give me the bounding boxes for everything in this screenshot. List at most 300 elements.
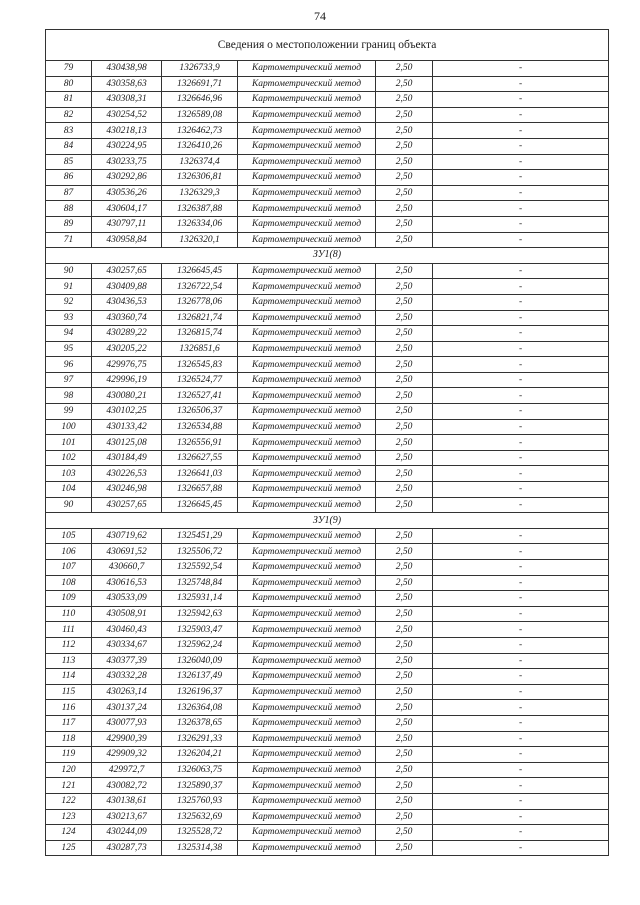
table-row	[46, 216, 609, 232]
x-coordinate: 430102,25	[92, 404, 162, 420]
point-number: 113	[46, 653, 92, 669]
table-row	[46, 201, 609, 217]
table-row	[46, 170, 609, 186]
accuracy: 2,50	[376, 778, 433, 794]
table-row	[46, 528, 609, 544]
description: -	[433, 669, 609, 685]
description: -	[433, 357, 609, 373]
table-row	[46, 263, 609, 279]
point-number: 105	[46, 528, 92, 544]
description: -	[433, 310, 609, 326]
y-coordinate: 1325528,72	[162, 825, 238, 841]
point-number: 79	[46, 61, 92, 77]
description: -	[433, 544, 609, 560]
y-coordinate: 1325942,63	[162, 606, 238, 622]
y-coordinate: 1326646,96	[162, 92, 238, 108]
accuracy: 2,50	[376, 497, 433, 513]
accuracy: 2,50	[376, 715, 433, 731]
point-number: 90	[46, 497, 92, 513]
y-coordinate: 1326204,21	[162, 747, 238, 763]
description: -	[433, 840, 609, 856]
method: Картометрический метод	[238, 622, 376, 638]
method: Картометрический метод	[238, 357, 376, 373]
point-number: 87	[46, 185, 92, 201]
accuracy: 2,50	[376, 92, 433, 108]
y-coordinate: 1326137,49	[162, 669, 238, 685]
table-row	[46, 310, 609, 326]
method: Картометрический метод	[238, 92, 376, 108]
y-coordinate: 1326334,06	[162, 216, 238, 232]
table-row	[46, 232, 609, 248]
table-row	[46, 715, 609, 731]
description: -	[433, 450, 609, 466]
y-coordinate: 1326556,91	[162, 435, 238, 451]
x-coordinate: 430409,88	[92, 279, 162, 295]
description: -	[433, 715, 609, 731]
method: Картометрический метод	[238, 482, 376, 498]
accuracy: 2,50	[376, 310, 433, 326]
point-number: 98	[46, 388, 92, 404]
x-coordinate: 430660,7	[92, 560, 162, 576]
y-coordinate: 1326589,08	[162, 107, 238, 123]
accuracy: 2,50	[376, 232, 433, 248]
description: -	[433, 575, 609, 591]
method: Картометрический метод	[238, 793, 376, 809]
description: -	[433, 762, 609, 778]
section-row	[46, 513, 609, 529]
description: -	[433, 747, 609, 763]
x-coordinate: 430691,52	[92, 544, 162, 560]
y-coordinate: 1325632,69	[162, 809, 238, 825]
description: -	[433, 294, 609, 310]
table-row	[46, 840, 609, 856]
description: -	[433, 435, 609, 451]
point-number: 111	[46, 622, 92, 638]
x-coordinate: 430218,13	[92, 123, 162, 139]
table-row	[46, 154, 609, 170]
y-coordinate: 1325760,93	[162, 793, 238, 809]
method: Картометрический метод	[238, 123, 376, 139]
page-number: 74	[314, 9, 326, 23]
accuracy: 2,50	[376, 294, 433, 310]
accuracy: 2,50	[376, 170, 433, 186]
y-coordinate: 1326524,77	[162, 372, 238, 388]
accuracy: 2,50	[376, 669, 433, 685]
x-coordinate: 430257,65	[92, 497, 162, 513]
point-number: 100	[46, 419, 92, 435]
accuracy: 2,50	[376, 61, 433, 77]
method: Картометрический метод	[238, 528, 376, 544]
x-coordinate: 430958,84	[92, 232, 162, 248]
table-row	[46, 622, 609, 638]
x-coordinate: 430533,09	[92, 591, 162, 607]
accuracy: 2,50	[376, 700, 433, 716]
description: -	[433, 61, 609, 77]
x-coordinate: 429996,19	[92, 372, 162, 388]
accuracy: 2,50	[376, 466, 433, 482]
x-coordinate: 430244,09	[92, 825, 162, 841]
table-row	[46, 700, 609, 716]
method: Картометрический метод	[238, 825, 376, 841]
x-coordinate: 429900,39	[92, 731, 162, 747]
table-row	[46, 123, 609, 139]
accuracy: 2,50	[376, 123, 433, 139]
description: -	[433, 92, 609, 108]
point-number: 110	[46, 606, 92, 622]
x-coordinate: 430308,31	[92, 92, 162, 108]
accuracy: 2,50	[376, 279, 433, 295]
y-coordinate: 1325314,38	[162, 840, 238, 856]
accuracy: 2,50	[376, 622, 433, 638]
accuracy: 2,50	[376, 216, 433, 232]
y-coordinate: 1326733,9	[162, 61, 238, 77]
method: Картометрический метод	[238, 201, 376, 217]
point-number: 115	[46, 684, 92, 700]
point-number: 92	[46, 294, 92, 310]
point-number: 86	[46, 170, 92, 186]
y-coordinate: 1325903,47	[162, 622, 238, 638]
x-coordinate: 430604,17	[92, 201, 162, 217]
method: Картометрический метод	[238, 653, 376, 669]
point-number: 106	[46, 544, 92, 560]
table-row	[46, 482, 609, 498]
section-label: ЗУ1(8)	[46, 248, 609, 264]
accuracy: 2,50	[376, 747, 433, 763]
point-number: 103	[46, 466, 92, 482]
description: -	[433, 138, 609, 154]
point-number: 82	[46, 107, 92, 123]
description: -	[433, 637, 609, 653]
point-number: 71	[46, 232, 92, 248]
y-coordinate: 1326722,54	[162, 279, 238, 295]
method: Картометрический метод	[238, 435, 376, 451]
method: Картометрический метод	[238, 762, 376, 778]
accuracy: 2,50	[376, 591, 433, 607]
x-coordinate: 430334,67	[92, 637, 162, 653]
y-coordinate: 1326645,45	[162, 497, 238, 513]
y-coordinate: 1326306,81	[162, 170, 238, 186]
method: Картометрический метод	[238, 107, 376, 123]
method: Картометрический метод	[238, 138, 376, 154]
method: Картометрический метод	[238, 310, 376, 326]
method: Картометрический метод	[238, 419, 376, 435]
y-coordinate: 1326462,73	[162, 123, 238, 139]
x-coordinate: 430289,22	[92, 326, 162, 342]
boundary-coordinates-table	[45, 29, 609, 856]
y-coordinate: 1326378,65	[162, 715, 238, 731]
method: Картометрический метод	[238, 232, 376, 248]
accuracy: 2,50	[376, 388, 433, 404]
accuracy: 2,50	[376, 341, 433, 357]
table-row	[46, 591, 609, 607]
description: -	[433, 123, 609, 139]
table-row	[46, 762, 609, 778]
accuracy: 2,50	[376, 450, 433, 466]
y-coordinate: 1326040,09	[162, 653, 238, 669]
point-number: 109	[46, 591, 92, 607]
table-row	[46, 341, 609, 357]
table-row	[46, 107, 609, 123]
point-number: 85	[46, 154, 92, 170]
accuracy: 2,50	[376, 435, 433, 451]
point-number: 95	[46, 341, 92, 357]
method: Картометрический метод	[238, 637, 376, 653]
accuracy: 2,50	[376, 138, 433, 154]
y-coordinate: 1326641,03	[162, 466, 238, 482]
accuracy: 2,50	[376, 107, 433, 123]
y-coordinate: 1326374,4	[162, 154, 238, 170]
y-coordinate: 1326821,74	[162, 310, 238, 326]
table-row	[46, 435, 609, 451]
x-coordinate: 430254,52	[92, 107, 162, 123]
description: -	[433, 76, 609, 92]
description: -	[433, 263, 609, 279]
y-coordinate: 1326506,37	[162, 404, 238, 420]
point-number: 107	[46, 560, 92, 576]
table-row	[46, 138, 609, 154]
description: -	[433, 419, 609, 435]
x-coordinate: 430257,65	[92, 263, 162, 279]
table-body	[46, 30, 609, 856]
method: Картометрический метод	[238, 185, 376, 201]
table-row	[46, 76, 609, 92]
y-coordinate: 1326410,26	[162, 138, 238, 154]
x-coordinate: 430358,63	[92, 76, 162, 92]
table-row	[46, 372, 609, 388]
y-coordinate: 1326364,08	[162, 700, 238, 716]
x-coordinate: 430226,53	[92, 466, 162, 482]
method: Картометрический метод	[238, 263, 376, 279]
table-row	[46, 793, 609, 809]
method: Картометрический метод	[238, 466, 376, 482]
description: -	[433, 591, 609, 607]
x-coordinate: 430460,43	[92, 622, 162, 638]
accuracy: 2,50	[376, 560, 433, 576]
point-number: 94	[46, 326, 92, 342]
point-number: 114	[46, 669, 92, 685]
point-number: 120	[46, 762, 92, 778]
point-number: 116	[46, 700, 92, 716]
y-coordinate: 1326387,88	[162, 201, 238, 217]
point-number: 81	[46, 92, 92, 108]
x-coordinate: 430077,93	[92, 715, 162, 731]
table-row	[46, 61, 609, 77]
description: -	[433, 653, 609, 669]
accuracy: 2,50	[376, 840, 433, 856]
description: -	[433, 497, 609, 513]
point-number: 84	[46, 138, 92, 154]
point-number: 118	[46, 731, 92, 747]
description: -	[433, 201, 609, 217]
method: Картометрический метод	[238, 591, 376, 607]
y-coordinate: 1326545,83	[162, 357, 238, 373]
x-coordinate: 429972,7	[92, 762, 162, 778]
y-coordinate: 1326627,55	[162, 450, 238, 466]
x-coordinate: 430292,86	[92, 170, 162, 186]
table-row	[46, 747, 609, 763]
table-row	[46, 404, 609, 420]
y-coordinate: 1326815,74	[162, 326, 238, 342]
y-coordinate: 1326329,3	[162, 185, 238, 201]
y-coordinate: 1325931,14	[162, 591, 238, 607]
description: -	[433, 216, 609, 232]
table-row	[46, 544, 609, 560]
method: Картометрический метод	[238, 341, 376, 357]
table-row	[46, 684, 609, 700]
method: Картометрический метод	[238, 61, 376, 77]
point-number: 83	[46, 123, 92, 139]
y-coordinate: 1326851,6	[162, 341, 238, 357]
table-row	[46, 825, 609, 841]
x-coordinate: 430332,28	[92, 669, 162, 685]
x-coordinate: 430246,98	[92, 482, 162, 498]
table-row	[46, 357, 609, 373]
y-coordinate: 1325592,54	[162, 560, 238, 576]
table-row	[46, 326, 609, 342]
accuracy: 2,50	[376, 575, 433, 591]
table-row	[46, 575, 609, 591]
accuracy: 2,50	[376, 684, 433, 700]
description: -	[433, 560, 609, 576]
y-coordinate: 1326291,33	[162, 731, 238, 747]
table-row	[46, 388, 609, 404]
method: Картометрический метод	[238, 747, 376, 763]
point-number: 124	[46, 825, 92, 841]
accuracy: 2,50	[376, 154, 433, 170]
description: -	[433, 622, 609, 638]
accuracy: 2,50	[376, 419, 433, 435]
y-coordinate: 1325962,24	[162, 637, 238, 653]
table-row	[46, 809, 609, 825]
x-coordinate: 430508,91	[92, 606, 162, 622]
table-row	[46, 669, 609, 685]
table-row	[46, 731, 609, 747]
table-row	[46, 653, 609, 669]
accuracy: 2,50	[376, 326, 433, 342]
x-coordinate: 430080,21	[92, 388, 162, 404]
table-row	[46, 450, 609, 466]
accuracy: 2,50	[376, 544, 433, 560]
accuracy: 2,50	[376, 762, 433, 778]
method: Картометрический метод	[238, 778, 376, 794]
description: -	[433, 170, 609, 186]
x-coordinate: 430137,24	[92, 700, 162, 716]
point-number: 104	[46, 482, 92, 498]
y-coordinate: 1326527,41	[162, 388, 238, 404]
x-coordinate: 429909,32	[92, 747, 162, 763]
accuracy: 2,50	[376, 793, 433, 809]
x-coordinate: 430125,08	[92, 435, 162, 451]
x-coordinate: 430719,62	[92, 528, 162, 544]
y-coordinate: 1325506,72	[162, 544, 238, 560]
method: Картометрический метод	[238, 326, 376, 342]
description: -	[433, 809, 609, 825]
description: -	[433, 482, 609, 498]
description: -	[433, 388, 609, 404]
accuracy: 2,50	[376, 263, 433, 279]
point-number: 119	[46, 747, 92, 763]
x-coordinate: 430438,98	[92, 61, 162, 77]
table-row	[46, 279, 609, 295]
accuracy: 2,50	[376, 404, 433, 420]
x-coordinate: 429976,75	[92, 357, 162, 373]
description: -	[433, 341, 609, 357]
table-row	[46, 466, 609, 482]
description: -	[433, 731, 609, 747]
method: Картометрический метод	[238, 154, 376, 170]
x-coordinate: 430138,61	[92, 793, 162, 809]
point-number: 123	[46, 809, 92, 825]
method: Картометрический метод	[238, 700, 376, 716]
table-row	[46, 92, 609, 108]
y-coordinate: 1326320,1	[162, 232, 238, 248]
description: -	[433, 700, 609, 716]
point-number: 125	[46, 840, 92, 856]
y-coordinate: 1326691,71	[162, 76, 238, 92]
x-coordinate: 430263,14	[92, 684, 162, 700]
description: -	[433, 528, 609, 544]
y-coordinate: 1326196,37	[162, 684, 238, 700]
x-coordinate: 430082,72	[92, 778, 162, 794]
x-coordinate: 430205,22	[92, 341, 162, 357]
description: -	[433, 372, 609, 388]
accuracy: 2,50	[376, 357, 433, 373]
accuracy: 2,50	[376, 201, 433, 217]
description: -	[433, 279, 609, 295]
point-number: 102	[46, 450, 92, 466]
accuracy: 2,50	[376, 528, 433, 544]
method: Картометрический метод	[238, 497, 376, 513]
table-row	[46, 637, 609, 653]
method: Картометрический метод	[238, 809, 376, 825]
x-coordinate: 430377,39	[92, 653, 162, 669]
description: -	[433, 185, 609, 201]
point-number: 112	[46, 637, 92, 653]
x-coordinate: 430436,53	[92, 294, 162, 310]
x-coordinate: 430133,42	[92, 419, 162, 435]
table-title: Сведения о местоположении границ объекта	[46, 30, 609, 61]
description: -	[433, 107, 609, 123]
point-number: 108	[46, 575, 92, 591]
description: -	[433, 793, 609, 809]
description: -	[433, 404, 609, 420]
table-row	[46, 497, 609, 513]
point-number: 101	[46, 435, 92, 451]
x-coordinate: 430536,26	[92, 185, 162, 201]
point-number: 93	[46, 310, 92, 326]
x-coordinate: 430797,11	[92, 216, 162, 232]
point-number: 80	[46, 76, 92, 92]
table-row	[46, 560, 609, 576]
method: Картометрический метод	[238, 840, 376, 856]
table-header-row	[46, 30, 609, 61]
section-row	[46, 248, 609, 264]
point-number: 88	[46, 201, 92, 217]
y-coordinate: 1326645,45	[162, 263, 238, 279]
accuracy: 2,50	[376, 809, 433, 825]
description: -	[433, 466, 609, 482]
point-number: 91	[46, 279, 92, 295]
x-coordinate: 430616,53	[92, 575, 162, 591]
description: -	[433, 825, 609, 841]
accuracy: 2,50	[376, 825, 433, 841]
accuracy: 2,50	[376, 731, 433, 747]
method: Картометрический метод	[238, 294, 376, 310]
method: Картометрический метод	[238, 606, 376, 622]
accuracy: 2,50	[376, 637, 433, 653]
x-coordinate: 430224,95	[92, 138, 162, 154]
description: -	[433, 326, 609, 342]
